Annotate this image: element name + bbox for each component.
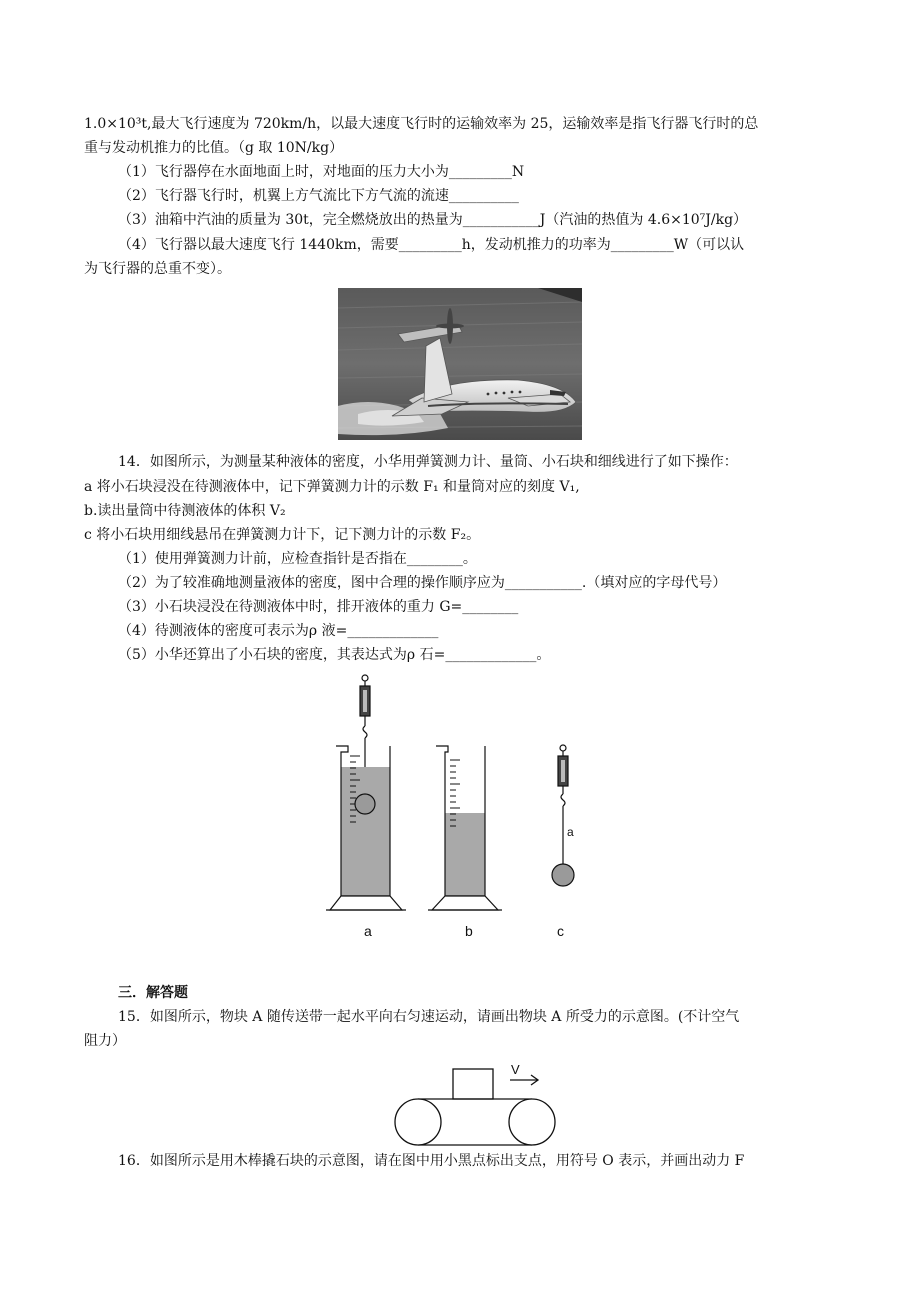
q15-line1: 15．如图所示，物块 A 随传送带一起水平向右匀速运动，请画出物块 A 所受力的示意图。(不计空气 <box>118 1009 740 1025</box>
q13-intro-line2: 重与发动机推力的比值。（g 取 10N/kg） <box>84 140 344 156</box>
q13-part1: （1）飞行器停在水面地面上时，对地面的压力大小为_________N <box>118 164 525 180</box>
q15-line2: 阻力） <box>84 1033 126 1049</box>
q13-part2: （2）飞行器飞行时，机翼上方气流比下方气流的流速__________ <box>118 188 519 204</box>
q14-sub5: （5）小华还算出了小石块的密度，其表达式为ρ 石=_____________。 <box>118 647 551 663</box>
string-label: a <box>567 825 574 839</box>
q14-sub2: （2）为了较准确地测量液体的密度，图中合理的操作顺序应为___________.（填对应的字母代号） <box>118 575 727 591</box>
q14-sub4: （4）待测液体的密度可表示为ρ 液=_____________ <box>118 623 439 639</box>
q14-sub1: （1）使用弹簧测力计前，应检查指针是否指在________。 <box>118 551 477 567</box>
left-pulley <box>395 1099 441 1145</box>
block-a <box>453 1069 493 1099</box>
conveyor-diagram <box>390 1062 562 1148</box>
q14-step-a: a 将小石块浸没在待测液体中，记下弹簧测力计的示数 F₁ 和量筒对应的刻度 V₁, <box>84 479 580 495</box>
q14-title: 14．如图所示，为测量某种液体的密度，小华用弹簧测力计、量筒、小石块和细线进行了如下操作： <box>118 454 738 470</box>
q13-intro-line1: 1.0×10³t,最大飞行速度为 720km/h，以最大速度飞行时的运输效率为 25，运输效率是指飞行器飞行时的总 <box>84 116 759 132</box>
q14-step-c: c 将小石块用细线悬吊在弹簧测力计下，记下测力计的示数 F₂。 <box>84 527 481 543</box>
fig-label-a: a <box>364 923 372 939</box>
section-heading: 三．解答题 <box>118 985 188 1001</box>
aircraft-photo <box>338 288 582 440</box>
setup-a <box>326 675 406 910</box>
q16-line1: 16．如图所示是用木棒撬石块的示意图，请在图中用小黑点标出支点，用符号 O 表示，并画出动力 F <box>118 1153 745 1169</box>
velocity-label: V <box>511 1062 520 1077</box>
q14-sub3: （3）小石块浸没在待测液体中时，排开液体的重力 G=________ <box>118 599 519 615</box>
q13-part4-line1: （4）飞行器以最大速度飞行 1440km，需要_________h，发动机推力的功率为_________W（可以认 <box>118 237 745 253</box>
setup-b <box>428 746 502 910</box>
right-pulley <box>509 1099 555 1145</box>
experiment-diagram <box>320 670 600 920</box>
q13-part3: （3）油箱中汽油的质量为 30t，完全燃烧放出的热量为___________J（汽油的热值为 4.6×10⁷J/kg） <box>118 212 748 228</box>
q13-part4-line2: 为飞行器的总重不变）。 <box>84 261 231 277</box>
fig-label-b: b <box>465 923 473 939</box>
setup-c <box>552 745 574 886</box>
fig-label-c: c <box>557 923 564 939</box>
q14-step-b: b.读出量筒中待测液体的体积 V₂ <box>84 503 286 519</box>
